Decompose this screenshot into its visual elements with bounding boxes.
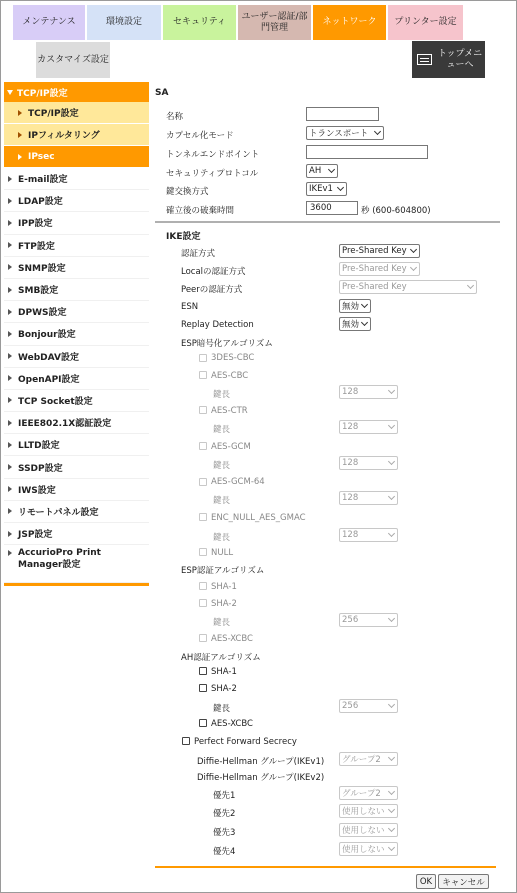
tab-customize[interactable]: カスタマイズ設定 [36, 42, 110, 78]
triangle-right-icon [8, 442, 12, 448]
lifetime-input[interactable]: 3600 [306, 201, 358, 215]
triangle-right-icon [18, 154, 22, 160]
key-length-select[interactable]: 128 [339, 528, 398, 542]
name-label: 名称 [166, 112, 184, 122]
esn-select[interactable]: 無効 [339, 299, 371, 313]
dh1-label: Diffie-Hellman グループ(IKEv1) [197, 757, 325, 767]
peer-auth-select[interactable]: Pre-Shared Key [339, 280, 477, 294]
sidebar-sub-tcpip[interactable]: TCP/IP設定 [4, 102, 149, 124]
auth-label: 認証方式 [181, 249, 216, 259]
key-length-select[interactable]: 128 [339, 420, 398, 434]
esp-auth-sha1-label: SHA-1 [211, 582, 237, 592]
esp-auth-title: ESP認証アルゴリズム [181, 566, 265, 576]
priority-4-select[interactable]: 使用しない [339, 842, 398, 856]
pfs-label: Perfect Forward Secrecy [194, 737, 297, 747]
ah-auth-title: AH認証アルゴリズム [181, 653, 261, 663]
esp-enc-3des-label: 3DES-CBC [211, 353, 255, 363]
sidebar-item[interactable]: OpenAPI設定 [4, 368, 149, 390]
priority-1-label: 優先1 [213, 791, 236, 801]
top-menu-button[interactable]: トップメニューへ [412, 41, 485, 78]
sidebar-item[interactable]: リモートパネル設定 [4, 501, 149, 523]
esp-auth-key-length-select[interactable]: 256 [339, 613, 398, 627]
triangle-right-icon [8, 331, 12, 337]
sidebar-item[interactable]: DPWS設定 [4, 301, 149, 323]
auth-select[interactable]: Pre-Shared Key [339, 244, 420, 258]
tab-environment[interactable]: 環境設定 [87, 5, 161, 40]
sidebar-item[interactable]: WebDAV設定 [4, 346, 149, 368]
keyex-select[interactable]: IKEv1 [306, 182, 347, 196]
triangle-right-icon [8, 420, 12, 426]
triangle-right-icon [8, 353, 12, 359]
key-length-label: 鍵長 [213, 461, 231, 471]
esp-enc-null-checkbox[interactable] [199, 548, 207, 556]
lifetime-label: 確立後の破棄時間 [166, 206, 235, 216]
key-length-label: 鍵長 [213, 425, 231, 435]
key-length-label: 鍵長 [213, 533, 231, 543]
esp-enc-aes-gcm-64-checkbox[interactable] [199, 478, 207, 486]
tab-network[interactable]: ネットワーク [313, 5, 386, 40]
tunnel-input[interactable] [306, 145, 428, 159]
triangle-right-icon [18, 110, 22, 116]
ok-button[interactable]: OK [416, 874, 436, 889]
tab-printer[interactable]: プリンター設定 [388, 5, 463, 40]
esp-enc-3des-checkbox[interactable] [199, 354, 207, 362]
esp-auth-aes-xcbc-label: AES-XCBC [211, 634, 253, 644]
sa-title: SA [155, 88, 169, 98]
sidebar-item[interactable]: SMB設定 [4, 279, 149, 301]
sidebar-item[interactable]: IEEE802.1X認証設定 [4, 412, 149, 434]
sidebar-sub-ip-filtering[interactable]: IPフィルタリング [4, 124, 149, 146]
triangle-right-icon [8, 309, 12, 315]
key-length-select[interactable]: 128 [339, 491, 398, 505]
esp-enc-null-label: NULL [211, 548, 234, 558]
dh2-label: Diffie-Hellman グループ(IKEv2) [197, 773, 325, 783]
triangle-right-icon [8, 550, 12, 556]
sidebar-item[interactable]: Bonjour設定 [4, 323, 149, 345]
dh1-select[interactable]: グループ2 [339, 752, 398, 766]
encap-label: カプセル化モード [166, 131, 234, 141]
lifetime-unit: 秒 (600-604800) [361, 206, 431, 216]
key-length-select[interactable]: 128 [339, 385, 398, 399]
esp-auth-sha1-checkbox[interactable] [199, 582, 207, 590]
sidebar-item[interactable]: E-mail設定 [4, 168, 149, 190]
pfs-checkbox[interactable] [182, 737, 190, 745]
esp-auth-aes-xcbc-checkbox[interactable] [199, 634, 207, 642]
esp-auth-sha2-label: SHA-2 [211, 599, 237, 609]
tab-user-auth[interactable]: ユーザー認証/部門管理 [238, 5, 311, 40]
keyex-label: 鍵交換方式 [166, 187, 209, 197]
triangle-right-icon [8, 397, 12, 403]
triangle-right-icon [8, 287, 12, 293]
key-length-label: 鍵長 [213, 618, 231, 628]
triangle-right-icon [8, 176, 12, 182]
ah-auth-sha2-checkbox[interactable] [199, 684, 207, 692]
triangle-right-icon [8, 508, 12, 514]
triangle-right-icon [8, 242, 12, 248]
sidebar-item[interactable]: IPP設定 [4, 212, 149, 234]
esp-enc-title: ESP暗号化アルゴリズム [181, 339, 273, 349]
sidebar-head-tcpip[interactable]: TCP/IP設定 [4, 82, 149, 102]
sidebar-item[interactable]: TCP Socket設定 [4, 390, 149, 412]
ah-auth-key-length-select[interactable]: 256 [339, 699, 398, 713]
key-length-label: 鍵長 [213, 496, 231, 506]
ike-title: IKE設定 [166, 232, 201, 242]
ah-auth-sha1-label: SHA-1 [211, 667, 237, 677]
priority-3-select[interactable]: 使用しない [339, 823, 398, 837]
priority-4-label: 優先4 [213, 847, 236, 857]
replay-select[interactable]: 無効 [339, 317, 371, 331]
triangle-right-icon [8, 464, 12, 470]
bottom-divider [155, 866, 496, 868]
sidebar-item[interactable]: JSP設定 [4, 523, 149, 545]
esn-label: ESN [181, 302, 199, 312]
esp-enc-aes-gcm-label: AES-GCM [211, 442, 251, 452]
protocol-label: セキュリティプロトコル [166, 169, 259, 179]
priority-3-label: 優先3 [213, 828, 236, 838]
sidebar [4, 82, 149, 586]
esp-enc-aes-gcm-64-label: AES-GCM-64 [211, 477, 265, 487]
encap-select[interactable]: トランスポート [306, 126, 384, 140]
esp-enc-aes-gcm-checkbox[interactable] [199, 442, 207, 450]
ah-auth-aes-xcbc-checkbox[interactable] [199, 719, 207, 727]
name-input[interactable] [306, 107, 379, 121]
sidebar-item[interactable]: SNMP設定 [4, 257, 149, 279]
esp-enc-aes-cbc-checkbox[interactable] [199, 371, 207, 379]
tab-security[interactable]: セキュリティ [163, 5, 236, 40]
tunnel-label: トンネルエンドポイント [166, 150, 260, 160]
triangle-right-icon [8, 198, 12, 204]
local-auth-label: Localの認証方式 [181, 267, 246, 277]
sidebar-bottom-bar [4, 583, 149, 586]
priority-2-select[interactable]: 使用しない [339, 804, 398, 818]
sidebar-item[interactable]: IWS設定 [4, 479, 149, 501]
monitor-icon [417, 54, 432, 65]
peer-auth-label: Peerの認証方式 [181, 285, 243, 295]
cancel-button[interactable]: キャンセル [438, 874, 489, 889]
tab-maintenance[interactable]: メンテナンス [13, 5, 85, 40]
priority-1-select[interactable]: グループ2 [339, 786, 398, 800]
ah-auth-sha2-label: SHA-2 [211, 684, 237, 694]
triangle-right-icon [8, 486, 12, 492]
key-length-select[interactable]: 128 [339, 456, 398, 470]
sidebar-item[interactable]: LLTD設定 [4, 434, 149, 456]
key-length-label: 鍵長 [213, 390, 231, 400]
triangle-right-icon [18, 132, 22, 138]
triangle-right-icon [8, 375, 12, 381]
sidebar-item[interactable]: SSDP設定 [4, 456, 149, 478]
sidebar-item[interactable]: FTP設定 [4, 235, 149, 257]
sidebar-item[interactable]: AccurioPro Print Manager設定 [4, 545, 149, 583]
triangle-down-icon [7, 90, 13, 95]
triangle-right-icon [8, 264, 12, 270]
esp-auth-sha2-checkbox[interactable] [199, 599, 207, 607]
esp-enc-aes-cbc-label: AES-CBC [211, 371, 249, 381]
ah-auth-aes-xcbc-label: AES-XCBC [211, 719, 253, 729]
local-auth-select[interactable]: Pre-Shared Key [339, 262, 420, 276]
priority-2-label: 優先2 [213, 809, 236, 819]
ah-auth-sha1-checkbox[interactable] [199, 667, 207, 675]
triangle-right-icon [8, 220, 12, 226]
replay-label: Replay Detection [181, 320, 254, 330]
esp-enc-null-gmac-checkbox[interactable] [199, 513, 207, 521]
esp-enc-aes-ctr-label: AES-CTR [211, 406, 248, 416]
divider [155, 221, 500, 223]
sidebar-item[interactable]: LDAP設定 [4, 190, 149, 212]
esp-enc-null-gmac-label: ENC_NULL_AES_GMAC [211, 513, 306, 523]
key-length-label: 鍵長 [213, 704, 231, 714]
triangle-right-icon [8, 531, 12, 537]
protocol-select[interactable]: AH [306, 164, 338, 178]
sidebar-sub-ipsec[interactable]: IPsec [4, 146, 149, 168]
esp-enc-aes-ctr-checkbox[interactable] [199, 406, 207, 414]
